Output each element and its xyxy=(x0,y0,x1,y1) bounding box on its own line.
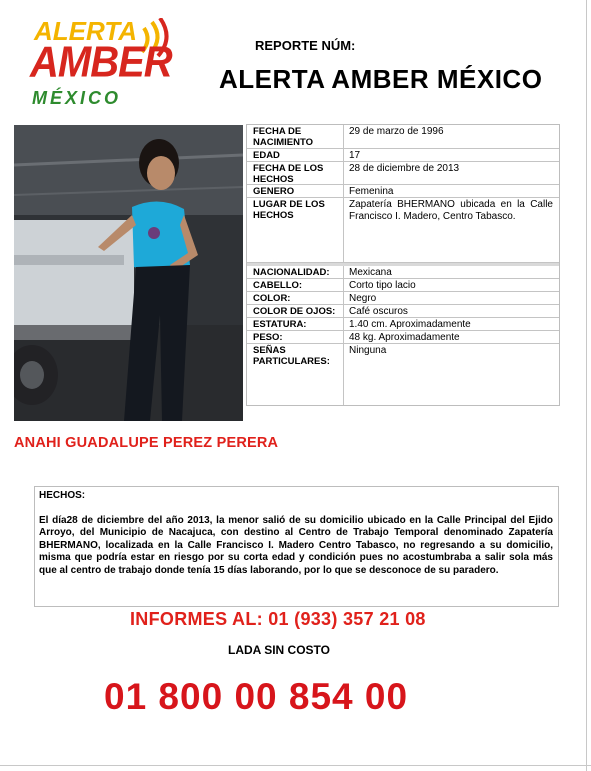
alerta-amber-logo xyxy=(26,12,176,110)
height-value: 1.40 cm. Aproximadamente xyxy=(349,319,471,330)
height-label: ESTATURA: xyxy=(253,319,307,330)
nationality-value: Mexicana xyxy=(349,267,392,278)
event-date-value: 28 de diciembre de 2013 xyxy=(349,163,460,174)
table-row-color xyxy=(247,292,559,305)
table-row-nationality xyxy=(247,266,559,279)
missing-person-photo xyxy=(14,125,243,421)
logo-line-amber: AMBER xyxy=(30,37,172,87)
weight-label: PESO: xyxy=(253,332,283,343)
weight-value: 48 kg. Aproximadamente xyxy=(349,332,460,343)
hair-label: CABELLO: xyxy=(253,280,303,291)
facts-heading: HECHOS: xyxy=(39,490,86,501)
logo-line-mexico: MÉXICO xyxy=(32,88,122,108)
table-row-eyes xyxy=(247,305,559,318)
place-value: Zapatería BHERMANO ubicada en la Calle Francisco I. Madero, Centro Tabasco. xyxy=(349,199,553,222)
page-border-right xyxy=(586,0,587,771)
table-row-place xyxy=(247,198,559,263)
place-label: LUGAR DE LOS HECHOS xyxy=(253,199,325,221)
event-date-label: FECHA DE LOS HECHOS xyxy=(253,163,324,185)
marks-value: Ninguna xyxy=(349,345,387,356)
nationality-label: NACIONALIDAD: xyxy=(253,267,330,278)
toll-free-label: LADA SIN COSTO xyxy=(228,643,331,657)
birth-label: FECHA DE NACIMIENTO xyxy=(253,126,313,148)
age-value: 17 xyxy=(349,150,361,161)
table-row-hair xyxy=(247,279,559,292)
gender-label: GENERO xyxy=(253,186,295,197)
page-title: ALERTA AMBER MÉXICO xyxy=(219,64,543,94)
gender-value: Femenina xyxy=(349,186,394,197)
logo-line-alerta: ALERTA xyxy=(34,16,138,46)
report-number-label: REPORTE NÚM: xyxy=(255,38,356,53)
table-row-birth xyxy=(247,125,559,149)
facts-box xyxy=(34,486,559,607)
hair-value: Corto tipo lacio xyxy=(349,280,416,291)
birth-value: 29 de marzo de 1996 xyxy=(349,126,444,137)
facts-text: El día28 de diciembre del año 2013, la menor salió de su domicilio ubicado en la Calle Principal del Ejido Arroyo, del Municipio de Nacajuca, con destino al Centro de Trabajo Temporal denominado Zapatería BHERMANO, localizada en la Calle Francisco I. Madero Centro Tabasco, no regresando a su domicilio, misma que podría estar en riesgo por su corta edad y condición pues no acostumbraba a salir sola más que al centro de trabajo donde tenía 15 días laborando, por lo que se desconoce de su paradero. xyxy=(39,515,553,576)
eyes-value: Café oscuros xyxy=(349,306,408,317)
table-row-height xyxy=(247,318,559,331)
eyes-label: COLOR DE OJOS: xyxy=(253,306,336,317)
marks-label: SEÑAS PARTICULARES: xyxy=(253,345,330,367)
page-border-bottom xyxy=(0,765,591,766)
color-label: COLOR: xyxy=(253,293,291,304)
toll-free-number: 01 800 00 854 00 xyxy=(104,676,409,717)
table-row-marks xyxy=(247,344,559,404)
table-row-event-date xyxy=(247,162,559,185)
age-label: EDAD xyxy=(253,150,280,161)
missing-person-name: ANAHI GUADALUPE PEREZ PERERA xyxy=(14,435,279,451)
table-row-gender xyxy=(247,185,559,198)
table-row-weight xyxy=(247,331,559,344)
details-table xyxy=(246,124,560,406)
contact-phone: INFORMES AL: 01 (933) 357 21 08 xyxy=(130,609,426,629)
table-row-age xyxy=(247,149,559,162)
color-value: Negro xyxy=(349,293,377,304)
